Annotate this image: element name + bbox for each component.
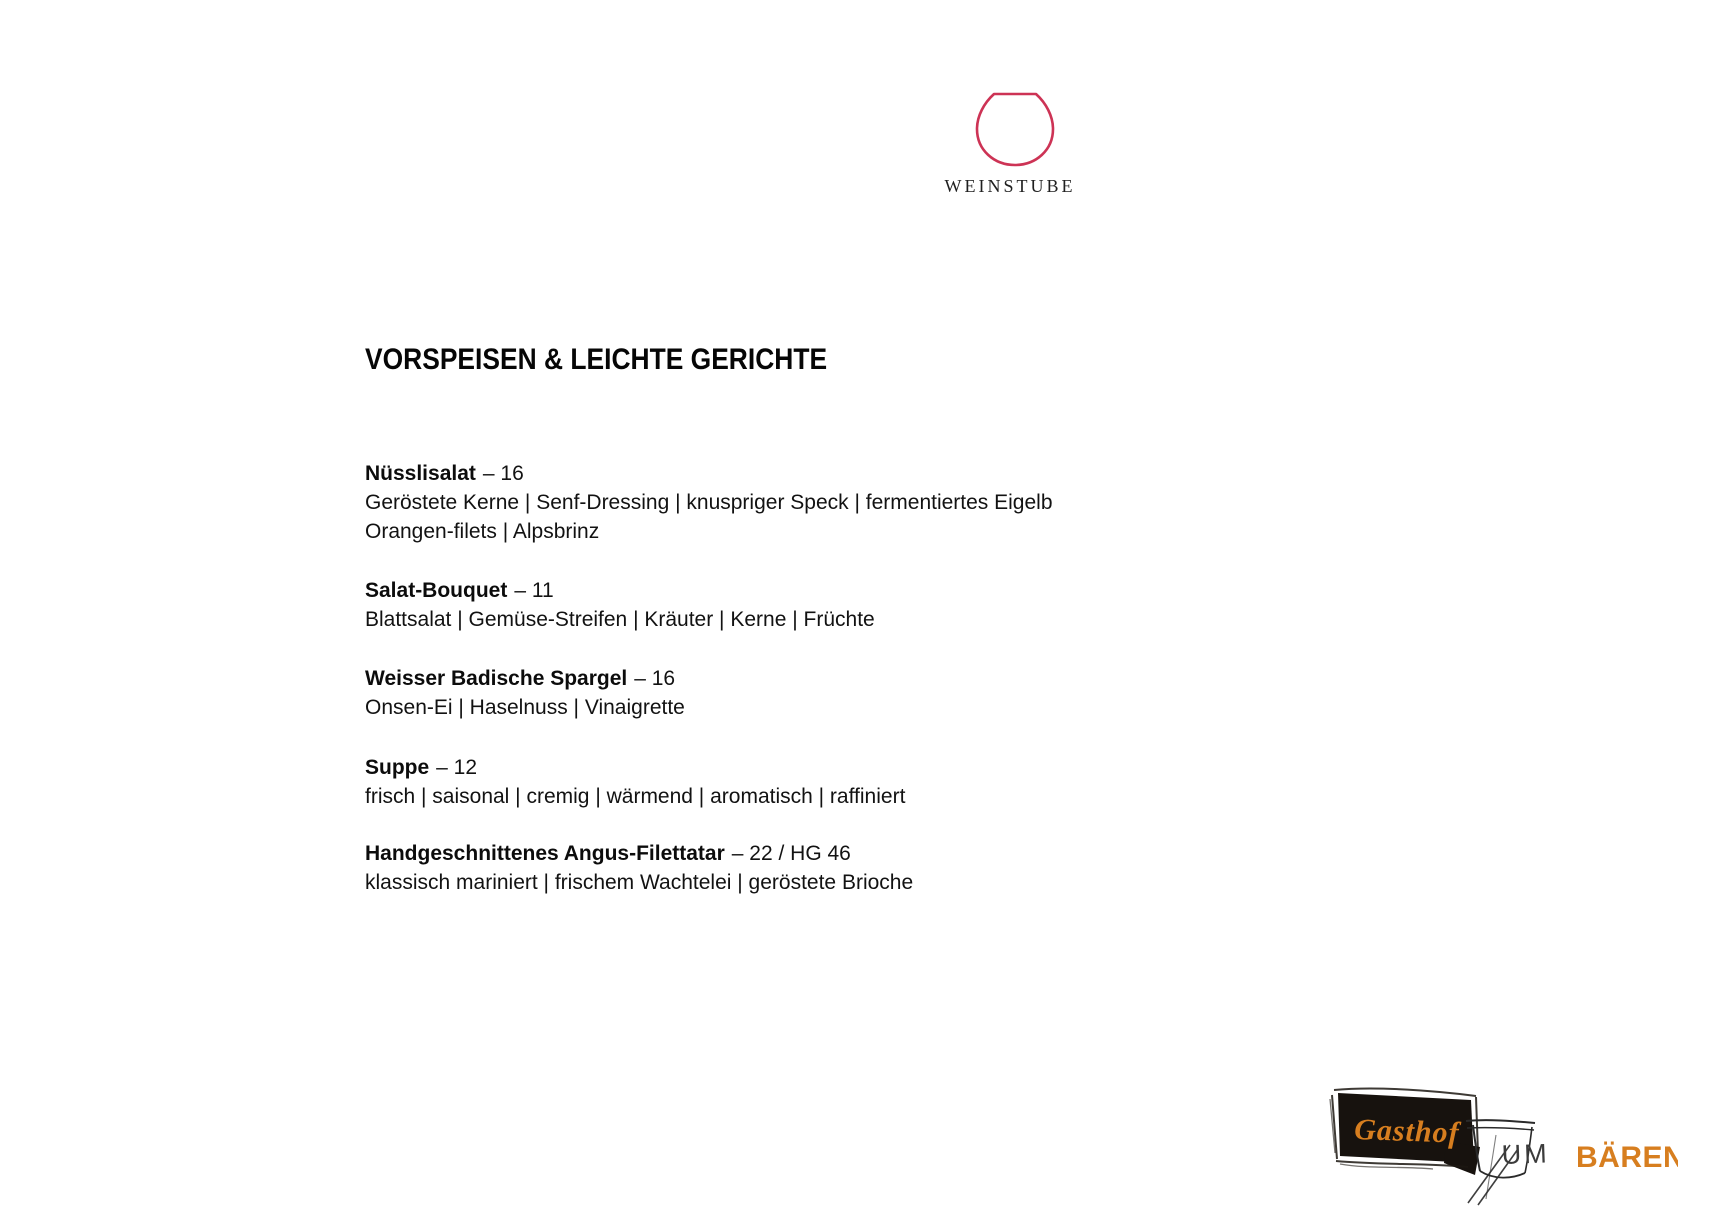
item-description: Orangen-filets | Alpsbrinz: [365, 520, 600, 543]
menu-section-title: VORSPEISEN & LEICHTE GERICHTE: [365, 343, 828, 376]
item-description: klassisch mariniert | frischem Wachtelei | geröstete Brioche: [365, 871, 914, 894]
menu-item: [365, 576, 1325, 634]
item-price: – 11: [514, 579, 554, 602]
item-title-line: [365, 459, 1325, 488]
item-title-line: [365, 664, 1325, 693]
baeren-text: BÄREN: [1576, 1141, 1678, 1174]
gasthof-script-text: Gasthof: [1353, 1113, 1461, 1150]
wine-glass-icon: [974, 91, 1056, 169]
item-title-line: [365, 753, 1325, 782]
brand-name: WEINSTUBE: [944, 176, 1076, 196]
weinstube-logo: [880, 88, 1140, 200]
item-name: Handgeschnittenes Angus-Filettatar: [365, 842, 725, 865]
item-name: Weisser Badische Spargel: [365, 667, 628, 690]
item-title-line: [365, 576, 1325, 605]
item-price: – 12: [436, 756, 478, 779]
menu-item: [365, 664, 1325, 722]
item-price: – 22 / HG 46: [731, 842, 851, 865]
gasthof-zum-baeren-logo: [1328, 1083, 1678, 1213]
item-title-line: [365, 839, 1325, 868]
menu-item: [365, 753, 1325, 811]
item-description: Geröstete Kerne | Senf-Dressing | knuspriger Speck | fermentiertes Eigelb: [365, 491, 1053, 514]
item-description: Blattsalat | Gemüse-Streifen | Kräuter | Kerne | Früchte: [365, 608, 875, 631]
menu-item: [365, 459, 1325, 546]
item-description: Onsen-Ei | Haselnuss | Vinaigrette: [365, 696, 685, 719]
item-name: Suppe: [365, 756, 430, 779]
item-name: Nüsslisalat: [365, 462, 476, 485]
item-name: Salat-Bouquet: [365, 579, 508, 602]
item-price: – 16: [634, 667, 676, 690]
zum-text: UM: [1501, 1138, 1551, 1170]
menu-item: [365, 839, 1325, 897]
item-description: frisch | saisonal | cremig | wärmend | aromatisch | raffiniert: [365, 785, 906, 808]
item-price: – 16: [482, 462, 524, 485]
